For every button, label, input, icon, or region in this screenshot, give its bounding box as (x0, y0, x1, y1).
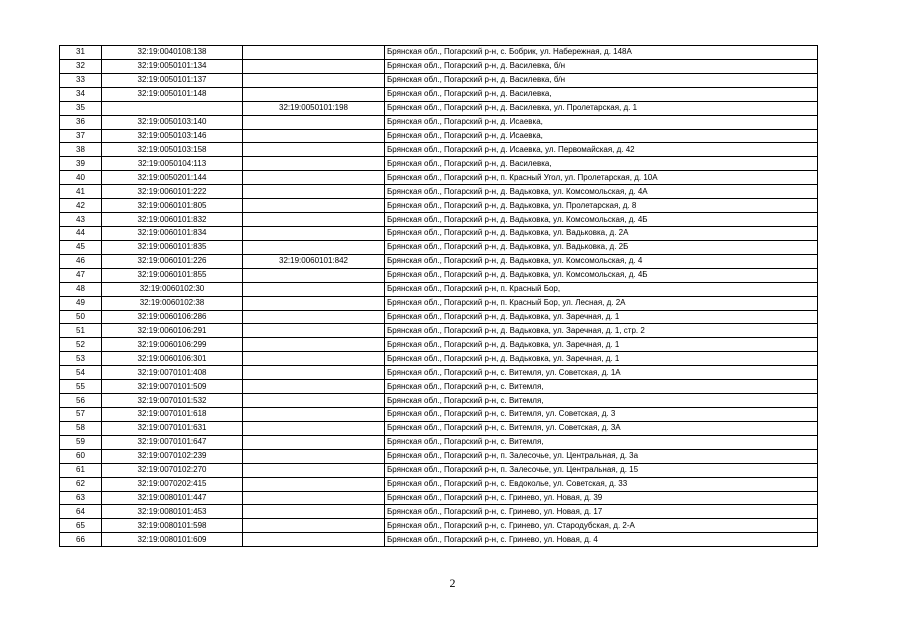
address-cell: Брянская обл., Погарский р-н, д. Вадьковка, ул. Заречная, д. 1 (385, 338, 818, 352)
table-row (60, 338, 818, 352)
cadastral-number-cell: 32:19:0070101:618 (102, 407, 243, 421)
table-row (60, 282, 818, 296)
linked-cadastral-number-cell (243, 129, 385, 143)
row-number-cell: 43 (60, 213, 102, 227)
linked-cadastral-number-cell: 32:19:0060101:842 (243, 254, 385, 268)
row-number-cell: 39 (60, 157, 102, 171)
table-row (60, 380, 818, 394)
table-row (60, 533, 818, 547)
cadastral-number-cell: 32:19:0070202:415 (102, 477, 243, 491)
row-number-cell: 58 (60, 421, 102, 435)
address-cell: Брянская обл., Погарский р-н, д. Вадьковка, ул. Пролетарская, д. 8 (385, 199, 818, 213)
row-number-cell: 61 (60, 463, 102, 477)
linked-cadastral-number-cell: 32:19:0050101:198 (243, 101, 385, 115)
table-row (60, 157, 818, 171)
address-cell: Брянская обл., Погарский р-н, д. Вадьковка, ул. Комсомольская, д. 4А (385, 185, 818, 199)
address-cell: Брянская обл., Погарский р-н, с. Гринево, ул. Новая, д. 17 (385, 505, 818, 519)
row-number-cell: 53 (60, 352, 102, 366)
linked-cadastral-number-cell (243, 449, 385, 463)
cadastral-number-cell: 32:19:0070102:270 (102, 463, 243, 477)
row-number-cell: 66 (60, 533, 102, 547)
cadastral-number-cell: 32:19:0060101:855 (102, 268, 243, 282)
linked-cadastral-number-cell (243, 352, 385, 366)
row-number-cell: 59 (60, 435, 102, 449)
row-number-cell: 63 (60, 491, 102, 505)
row-number-cell: 57 (60, 407, 102, 421)
cadastral-number-cell: 32:19:0060101:832 (102, 213, 243, 227)
table-row (60, 115, 818, 129)
table-row (60, 394, 818, 408)
linked-cadastral-number-cell (243, 46, 385, 60)
cadastral-number-cell: 32:19:0060106:301 (102, 352, 243, 366)
linked-cadastral-number-cell (243, 157, 385, 171)
cadastral-number-cell: 32:19:0060101:222 (102, 185, 243, 199)
row-number-cell: 42 (60, 199, 102, 213)
cadastral-number-cell: 32:19:0080101:598 (102, 519, 243, 533)
linked-cadastral-number-cell (243, 491, 385, 505)
registry-table (59, 45, 818, 547)
linked-cadastral-number-cell (243, 463, 385, 477)
linked-cadastral-number-cell (243, 185, 385, 199)
table-row (60, 87, 818, 101)
cadastral-number-cell: 32:19:0080101:453 (102, 505, 243, 519)
address-cell: Брянская обл., Погарский р-н, д. Василевка, (385, 157, 818, 171)
address-cell: Брянская обл., Погарский р-н, д. Вадьковка, ул. Заречная, д. 1 (385, 310, 818, 324)
cadastral-number-cell: 32:19:0070101:408 (102, 366, 243, 380)
table-row (60, 324, 818, 338)
table-row (60, 268, 818, 282)
row-number-cell: 62 (60, 477, 102, 491)
row-number-cell: 41 (60, 185, 102, 199)
address-cell: Брянская обл., Погарский р-н, п. Красный Угол, ул. Пролетарская, д. 10А (385, 171, 818, 185)
cadastral-number-cell: 32:19:0060101:834 (102, 226, 243, 240)
linked-cadastral-number-cell (243, 282, 385, 296)
linked-cadastral-number-cell (243, 519, 385, 533)
address-cell: Брянская обл., Погарский р-н, д. Василевка, (385, 87, 818, 101)
row-number-cell: 64 (60, 505, 102, 519)
row-number-cell: 49 (60, 296, 102, 310)
table-row (60, 296, 818, 310)
address-cell: Брянская обл., Погарский р-н, с. Витемля, ул. Советская, д. 3 (385, 407, 818, 421)
linked-cadastral-number-cell (243, 226, 385, 240)
cadastral-number-cell: 32:19:0040108:138 (102, 46, 243, 60)
cadastral-number-cell: 32:19:0080101:609 (102, 533, 243, 547)
row-number-cell: 34 (60, 87, 102, 101)
cadastral-number-cell: 32:19:0050103:158 (102, 143, 243, 157)
linked-cadastral-number-cell (243, 380, 385, 394)
row-number-cell: 38 (60, 143, 102, 157)
cadastral-number-cell: 32:19:0060102:38 (102, 296, 243, 310)
table-row (60, 240, 818, 254)
cadastral-number-cell: 32:19:0050101:134 (102, 59, 243, 73)
linked-cadastral-number-cell (243, 171, 385, 185)
cadastral-number-cell: 32:19:0050101:137 (102, 73, 243, 87)
address-cell: Брянская обл., Погарский р-н, п. Красный Бор, (385, 282, 818, 296)
cadastral-number-cell: 32:19:0070101:532 (102, 394, 243, 408)
address-cell: Брянская обл., Погарский р-н, д. Вадьковка, ул. Комсомольская, д. 4Б (385, 268, 818, 282)
table-row (60, 407, 818, 421)
table-row (60, 226, 818, 240)
address-cell: Брянская обл., Погарский р-н, с. Витемля, ул. Советская, д. 3А (385, 421, 818, 435)
address-cell: Брянская обл., Погарский р-н, д. Василевка, б/н (385, 73, 818, 87)
linked-cadastral-number-cell (243, 115, 385, 129)
table-row (60, 46, 818, 60)
linked-cadastral-number-cell (243, 199, 385, 213)
cadastral-number-cell: 32:19:0050103:146 (102, 129, 243, 143)
cadastral-number-cell: 32:19:0050104:113 (102, 157, 243, 171)
table-row (60, 185, 818, 199)
linked-cadastral-number-cell (243, 505, 385, 519)
table-row (60, 463, 818, 477)
cadastral-number-cell: 32:19:0050101:148 (102, 87, 243, 101)
linked-cadastral-number-cell (243, 407, 385, 421)
table-row (60, 310, 818, 324)
row-number-cell: 32 (60, 59, 102, 73)
row-number-cell: 48 (60, 282, 102, 296)
row-number-cell: 54 (60, 366, 102, 380)
table-row (60, 519, 818, 533)
table-row (60, 129, 818, 143)
cadastral-number-cell: 32:19:0070101:509 (102, 380, 243, 394)
table-row (60, 449, 818, 463)
table-row (60, 477, 818, 491)
linked-cadastral-number-cell (243, 533, 385, 547)
cadastral-number-cell: 32:19:0060101:805 (102, 199, 243, 213)
table-row (60, 171, 818, 185)
linked-cadastral-number-cell (243, 477, 385, 491)
address-cell: Брянская обл., Погарский р-н, с. Бобрик, ул. Набережная, д. 148А (385, 46, 818, 60)
row-number-cell: 51 (60, 324, 102, 338)
cadastral-number-cell: 32:19:0060106:286 (102, 310, 243, 324)
cadastral-number-cell: 32:19:0050201:144 (102, 171, 243, 185)
linked-cadastral-number-cell (243, 366, 385, 380)
cadastral-number-cell: 32:19:0070101:631 (102, 421, 243, 435)
address-cell: Брянская обл., Погарский р-н, п. Залесочье, ул. Центральная, д. 3а (385, 449, 818, 463)
row-number-cell: 52 (60, 338, 102, 352)
cadastral-number-cell: 32:19:0050103:140 (102, 115, 243, 129)
cadastral-number-cell: 32:19:0080101:447 (102, 491, 243, 505)
address-cell: Брянская обл., Погарский р-н, с. Гринево, ул. Новая, д. 39 (385, 491, 818, 505)
cadastral-number-cell: 32:19:0060102:30 (102, 282, 243, 296)
row-number-cell: 46 (60, 254, 102, 268)
address-cell: Брянская обл., Погарский р-н, д. Вадьковка, ул. Комсомольская, д. 4Б (385, 213, 818, 227)
address-cell: Брянская обл., Погарский р-н, с. Витемля, (385, 380, 818, 394)
linked-cadastral-number-cell (243, 268, 385, 282)
table-row (60, 59, 818, 73)
row-number-cell: 33 (60, 73, 102, 87)
page-number: 2 (449, 576, 456, 590)
address-cell: Брянская обл., Погарский р-н, п. Красный Бор, ул. Лесная, д. 2А (385, 296, 818, 310)
linked-cadastral-number-cell (243, 435, 385, 449)
cadastral-number-cell: 32:19:0060101:226 (102, 254, 243, 268)
address-cell: Брянская обл., Погарский р-н, с. Евдоколье, ул. Советская, д. 33 (385, 477, 818, 491)
address-cell: Брянская обл., Погарский р-н, с. Гринево, ул. Новая, д. 4 (385, 533, 818, 547)
row-number-cell: 65 (60, 519, 102, 533)
address-cell: Брянская обл., Погарский р-н, д. Исаевка, (385, 129, 818, 143)
address-cell: Брянская обл., Погарский р-н, д. Вадьковка, ул. Вадьковка, д. 2А (385, 226, 818, 240)
table-row (60, 199, 818, 213)
address-cell: Брянская обл., Погарский р-н, д. Исаевка, (385, 115, 818, 129)
linked-cadastral-number-cell (243, 240, 385, 254)
address-cell: Брянская обл., Погарский р-н, с. Витемля, (385, 435, 818, 449)
address-cell: Брянская обл., Погарский р-н, д. Вадьковка, ул. Комсомольская, д. 4 (385, 254, 818, 268)
linked-cadastral-number-cell (243, 87, 385, 101)
linked-cadastral-number-cell (243, 73, 385, 87)
linked-cadastral-number-cell (243, 143, 385, 157)
table-row (60, 366, 818, 380)
table-row (60, 213, 818, 227)
table-row (60, 421, 818, 435)
address-cell: Брянская обл., Погарский р-н, д. Вадьковка, ул. Вадьковка, д. 2Б (385, 240, 818, 254)
row-number-cell: 35 (60, 101, 102, 115)
table-row (60, 101, 818, 115)
row-number-cell: 44 (60, 226, 102, 240)
table-row (60, 491, 818, 505)
table-row (60, 505, 818, 519)
table-row (60, 254, 818, 268)
row-number-cell: 47 (60, 268, 102, 282)
row-number-cell: 36 (60, 115, 102, 129)
table-row (60, 435, 818, 449)
registry-table-body (60, 46, 818, 547)
cadastral-number-cell: 32:19:0070101:647 (102, 435, 243, 449)
address-cell: Брянская обл., Погарский р-н, д. Вадьковка, ул. Заречная, д. 1, стр. 2 (385, 324, 818, 338)
row-number-cell: 45 (60, 240, 102, 254)
row-number-cell: 40 (60, 171, 102, 185)
linked-cadastral-number-cell (243, 59, 385, 73)
cadastral-number-cell: 32:19:0060106:299 (102, 338, 243, 352)
address-cell: Брянская обл., Погарский р-н, с. Гринево, ул. Стародубская, д. 2-А (385, 519, 818, 533)
table-row (60, 73, 818, 87)
row-number-cell: 31 (60, 46, 102, 60)
linked-cadastral-number-cell (243, 310, 385, 324)
linked-cadastral-number-cell (243, 324, 385, 338)
row-number-cell: 50 (60, 310, 102, 324)
table-row (60, 143, 818, 157)
cadastral-number-cell: 32:19:0070102:239 (102, 449, 243, 463)
address-cell: Брянская обл., Погарский р-н, д. Вадьковка, ул. Заречная, д. 1 (385, 352, 818, 366)
linked-cadastral-number-cell (243, 213, 385, 227)
cadastral-number-cell: 32:19:0060106:291 (102, 324, 243, 338)
address-cell: Брянская обл., Погарский р-н, с. Витемля, ул. Советская, д. 1А (385, 366, 818, 380)
linked-cadastral-number-cell (243, 338, 385, 352)
row-number-cell: 37 (60, 129, 102, 143)
cadastral-number-cell: 32:19:0060101:835 (102, 240, 243, 254)
linked-cadastral-number-cell (243, 394, 385, 408)
address-cell: Брянская обл., Погарский р-н, с. Витемля, (385, 394, 818, 408)
cadastral-number-cell (102, 101, 243, 115)
linked-cadastral-number-cell (243, 421, 385, 435)
table-row (60, 352, 818, 366)
linked-cadastral-number-cell (243, 296, 385, 310)
address-cell: Брянская обл., Погарский р-н, д. Василевка, б/н (385, 59, 818, 73)
address-cell: Брянская обл., Погарский р-н, д. Василевка, ул. Пролетарская, д. 1 (385, 101, 818, 115)
address-cell: Брянская обл., Погарский р-н, п. Залесочье, ул. Центральная, д. 15 (385, 463, 818, 477)
row-number-cell: 55 (60, 380, 102, 394)
address-cell: Брянская обл., Погарский р-н, д. Исаевка, ул. Первомайская, д. 42 (385, 143, 818, 157)
row-number-cell: 56 (60, 394, 102, 408)
row-number-cell: 60 (60, 449, 102, 463)
